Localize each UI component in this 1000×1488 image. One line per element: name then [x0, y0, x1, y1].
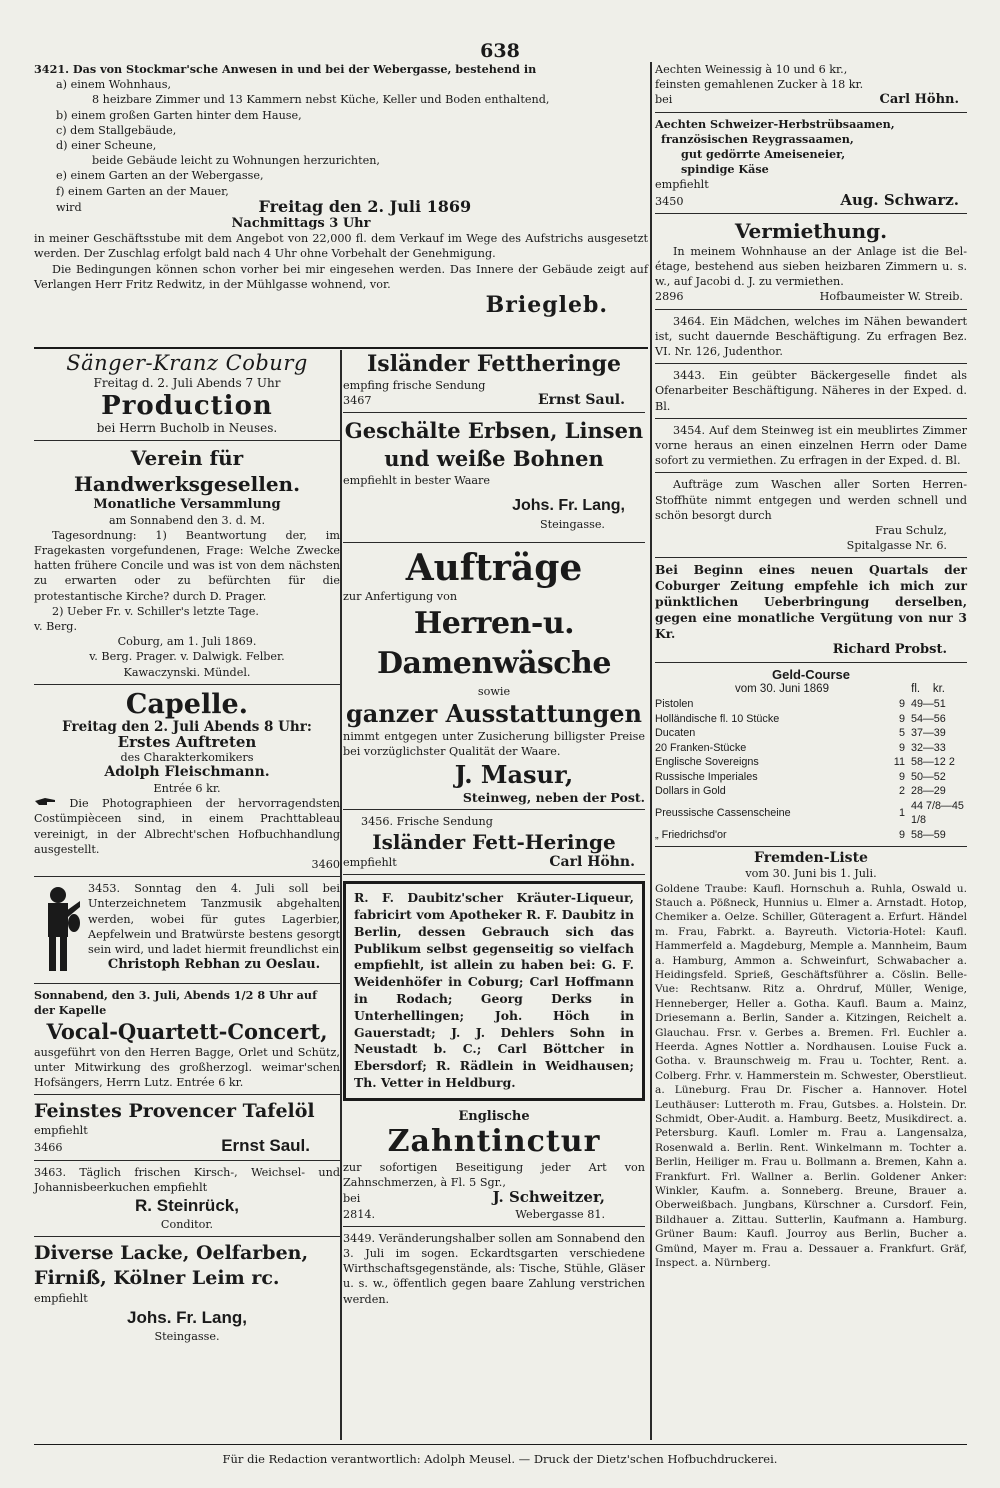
ad-3421-line: 3421. Das von Stockmar'sche Anwesen in und bei der Webergasse, bestehend in [34, 62, 537, 76]
ad-daubitz [343, 881, 645, 1101]
divider [655, 112, 967, 113]
geld-table [655, 697, 967, 842]
geld-header-kr: kr. [932, 682, 945, 695]
grassamen-empfiehlt: empfiehlt [655, 178, 709, 192]
capelle-entree: Entrée 6 kr. [153, 781, 221, 795]
grassamen-line: französischen Reygrassaamen, [661, 131, 854, 146]
divider [655, 363, 967, 364]
ad-3449 [343, 1231, 645, 1307]
column-right [655, 62, 967, 1272]
auftraege-signature: J. Masur, [454, 759, 574, 789]
geld-row-kr: 44 7/8—45 1/8 [911, 799, 964, 827]
geld-row-fl: 11 [893, 756, 905, 769]
ad-3456-line: 3456. Frische Sendung [361, 814, 493, 828]
capelle-sub: Erstes Auftreten [117, 733, 257, 752]
ad-3456-empfiehlt: empfiehlt [343, 856, 397, 870]
oel-number: 3466 [34, 1141, 63, 1155]
geld-row-name: Pistolen [655, 698, 694, 711]
ad-3421-date: Freitag den 2. Juli 1869 [258, 196, 472, 216]
ad-auftraege [343, 547, 645, 805]
probst-signature: Richard Probst. [832, 642, 947, 658]
ad-schulz [655, 477, 967, 553]
ad-3463 [34, 1165, 340, 1233]
geld-row-fl: 9 [898, 828, 905, 841]
fremden-text: Goldene Traube: Kaufl. Hornschuh a. Ruhla, Oswald u. Stauch a. Pößneck, Hunnius u. Elmer a. Arnstadt. Hotop, Chemiker a. Oelze. Schiller, Güteragent a. Erfurt. Händel m. Frau, Fabrkt. a. Bayreuth. Victoria-Hotel: Kaufl. Hammerfeld a. Magdeburg, Memple a. Mannheim, Baum a. Hamburg, Ammon a. Schweinfurt, Schwabacher a. Heidingsfeld. Sprieß, Geschäftsführer a. Cöslin. Belle-Vue: Rechtsanw. Ritz a. Ohrdruf, Müller, Wenige, Henneberger, Heller a. Gotha. Kaufl. Baum a. Mainz, Driesemann a. Berlin, Sander a. Kitzingen, Reichelt a. Glauchau. Frsr. v. Gerbes a. Bremen. Frl. Euchler a. Heerda. Agnes Nottler a. Nordhausen. Louise Fuck a. Gotha. v. Braunschweig m. Frau u. Tochter, Rent. a. Colberg. Frhr. v. Hammerstein m. Schwester, Oberstlieut. a. Lüneburg. Frau Dr. Fischer a. Hannover. Hotel Leuthäuser: Lutteroth m. Frau, Gutsbes. a. Holstein. Dr. Schmidt, Ober-Audit. a. Hamburg. Beetz, Musikdirect. a. Petersburg. Kaufl. Lomler m. Frau a. Langensalza, Rosenwald a. Berlin. Rent. Winkelmann m. Tochter a. Berlin, Heiliger m. Frau u. Bollmann a. Bremen, Kahn a. Frankfurt. Frl. Wallner a. Berlin. Goldener Anker: Winkler, Kaufm. a. Sonneberg. Breune, Brauer a. Oberweißbach. Jungbans, Kürschner a. Cursdorf. Fein, Bildhauer a. Zittau. Sutterlin, Kaufmann a. Hamburg. Grüner Baum: Kaufl. Jourroy aus Berlin, Bucher a. Gmünd, Mayer m. Frau a. Dessauer a. Frankfurt. Gräf, Inspect. a. Nürnberg. [655, 882, 967, 1270]
divider [343, 1226, 645, 1227]
column-rule-right [650, 62, 652, 1440]
grassamen-line: gut gedörrte Ameiseneier, [681, 147, 846, 162]
geld-row-kr: 32—33 [911, 741, 946, 754]
verein-names: v. Berg. Prager. v. Dalwigk. Felber. [89, 650, 285, 664]
ad-3456-title: Isländer Fett-Heringe [372, 830, 616, 855]
geld-header-fl: fl. [911, 682, 921, 695]
ad-3456 [343, 814, 645, 870]
geld-row-kr: 58—59 [911, 828, 946, 841]
divider [343, 809, 645, 810]
ad-verein [34, 445, 340, 679]
ad-3454-text: 3454. Auf dem Steinweg ist ein meublirtes Zimmer vorne heraus an einen einzelnen Herrn oder Dame sofort zu vermiethen. Zu erfragen in der Exped. d. Bl. [655, 423, 967, 468]
divider [34, 983, 340, 984]
divider [34, 1160, 340, 1161]
lacke-street: Steingasse. [154, 1329, 220, 1343]
essig-signature: Carl Höhn. [879, 92, 959, 108]
schulz-signature: Frau Schulz, [875, 524, 947, 538]
geld-row-kr: 49—51 [911, 698, 946, 711]
geld-row-name: Holländische fl. 10 Stücke [655, 712, 780, 725]
concert-date: Sonnabend, den 3. Juli, Abends 1/2 8 Uhr auf der Kapelle [34, 988, 317, 1018]
divider [655, 213, 967, 214]
geld-row-fl: 9 [898, 712, 905, 725]
auftraege-sowie: sowie [477, 685, 511, 699]
geld-row [655, 755, 967, 770]
vermiethung-text: In meinem Wohnhause an der Anlage ist die Bel-étage, bestehend aus sieben heizbaren Zimmern u. s. w., auf Jacobi d. J. zu vermiethen. [655, 244, 967, 289]
saenger-date: Freitag d. 2. Juli Abends 7 Uhr [93, 376, 281, 390]
ad-3421-time: Nachmittags 3 Uhr [231, 216, 371, 232]
divider [655, 557, 967, 558]
grassamen-line: spindige Käse [681, 162, 769, 177]
oel-title: Feinstes Provencer Tafelöl [34, 1100, 315, 1123]
divider [655, 472, 967, 473]
ad-3463-role: Conditor. [160, 1218, 214, 1232]
ad-3421-line: beide Gebäude leicht zu Wohnungen herzurichten, [92, 154, 380, 168]
erbsen-title: Geschälte Erbsen, Linsen und weiße Bohnen [344, 418, 644, 472]
vermiethung-title: Vermiethung. [734, 218, 888, 243]
ad-grassamen [655, 117, 967, 209]
divider [655, 309, 967, 310]
ad-3421-text: in meiner Geschäftsstube mit dem Angebot von 22,000 fl. dem Verkauf im Wege des Aufstrichs ausgesetzt werden. Der Zuschlag erfolgt bald nach 4 Uhr ohne Vorbehalt der Genehmigung. [34, 232, 648, 261]
saenger-place: bei Herrn Bucholb in Neuses. [96, 421, 278, 436]
ad-vermiethung [655, 218, 967, 305]
verein-title: Verein für Handwerksgesellen. [73, 446, 301, 497]
page-number: 638 [480, 40, 520, 62]
saenger-title: Sänger-Kranz Coburg [66, 351, 308, 375]
ad-3454 [655, 423, 967, 469]
fremden-title: Fremden-Liste [754, 850, 868, 867]
zahn-signature: J. Schweitzer, [492, 1188, 605, 1207]
schulz-text: Aufträge zum Waschen aller Sorten Herren-Stoffhüte nimmt entgegen und werden schnell und schön besorgt durch [655, 478, 967, 522]
geld-row [655, 712, 967, 727]
ad-zahntinctur [343, 1109, 645, 1222]
divider [343, 542, 645, 543]
ad-weinessig [655, 62, 967, 108]
daubitz-text: R. F. Daubitz'scher Kräuter-Liqueur, fabricirt vom Apotheker R. F. Daubitz in Berlin, dessen Gebrauch sich das Publikum selbst gegenseitig so vielfach empfiehlt, ist allein zu haben bei: G. F. Weidenhöfer in Coburg; Carl Hoffmann in Rodach; Georg Derks in Unterhellingen; Joh. Höch in Gauerstadt; J. J. Dehlers Sohn in Neustadt b. C.; Carl Böttcher in Ebersdorf; R. Rädlein in Weidhausen; Th. Vetter in Heldburg. [354, 890, 634, 1090]
geld-row-name: Preussische Cassenscheine [655, 806, 791, 819]
divider [343, 412, 645, 413]
geld-row-kr: 37—39 [911, 727, 946, 740]
divider [34, 440, 340, 441]
essig-bei: bei [655, 93, 673, 107]
ad-3421 [34, 62, 648, 318]
geld-row-name: 20 Franken-Stücke [655, 741, 747, 754]
footer-imprint: Für die Redaction verantwortlich: Adolph Meusel. — Druck der Dietz'schen Hofbuchdruckerei. [222, 1452, 778, 1466]
oel-signature: Ernst Saul. [221, 1136, 310, 1156]
auftraege-heading-2: ganzer Ausstattungen [346, 699, 642, 729]
auftraege-heading: Herren-u. Damenwäsche [377, 606, 611, 682]
ad-saenger-kranz [34, 350, 340, 436]
ad-capelle [34, 689, 340, 872]
geld-row-fl: 2 [898, 785, 905, 798]
ad-3453-text: 3453. Sonntag den 4. Juli soll bei Unterzeichnetem Tanzmusik abgehalten werden, wobei für gutes Lagerbier, Aepfelwein und Bratwürste bestens gesorgt sein wird, und ladet hiermit freundlichst ein [88, 882, 340, 957]
schulz-street: Spitalgasse Nr. 6. [846, 539, 947, 553]
geld-row-fl: 5 [898, 727, 905, 740]
lacke-title: Diverse Lacke, Oelfarben, Firniß, Kölner Leim rc. [34, 1242, 309, 1290]
oel-empfiehlt: empfiehlt [34, 1124, 88, 1138]
ad-3453-signature: Christoph Rebhan zu Oeslau. [107, 957, 321, 973]
grassamen-signature: Aug. Schwarz. [840, 190, 959, 209]
grassamen-number: 3450 [655, 194, 684, 208]
ad-3453 [34, 881, 340, 979]
ad-erbsen [343, 417, 645, 531]
erbsen-text: empfiehlt in bester Waare [343, 474, 491, 488]
ad-3463-text: 3463. Täglich frischen Kirsch-, Weichsel- und Johannisbeerkuchen empfiehlt [34, 1165, 340, 1194]
ad-3421-wird: wird [56, 200, 82, 214]
geld-row [655, 799, 967, 828]
divider [34, 1444, 967, 1445]
ad-3421-line: 8 heizbare Zimmer und 13 Kammern nebst Küche, Keller und Boden enthaltend, [92, 93, 550, 107]
zahn-title: Zahntinctur [387, 1124, 601, 1159]
capelle-title: Capelle. [125, 688, 249, 720]
ad-3464 [655, 314, 967, 360]
ad-islaender-fettheringe [343, 350, 645, 408]
ad-3421-line: e) einem Garten an der Webergasse, [56, 169, 264, 183]
auftraege-text: nimmt entgegen unter Zusicherung billigster Preise bei vorzüglichster Qualität der Waare. [343, 730, 645, 759]
ad-3421-line: a) einem Wohnhaus, [56, 78, 172, 92]
ad-oel [34, 1099, 340, 1155]
ad-3421-conditions: Die Bedingungen können schon vorher bei mir eingesehen werden. Das Innere der Gebäude zeigt auf Verlangen Herr Fritz Redwitz, in der Mühlgasse wohnend, vor. [34, 262, 648, 291]
musician-figure-icon [34, 883, 82, 979]
zahn-text: zur sofortigen Beseitigung jeder Art von Zahnschmerzen, à Fl. 5 Sgr., [343, 1161, 645, 1190]
erbsen-signature: Johs. Fr. Lang, [512, 496, 625, 514]
capelle-text: Die Photographieen der hervorragendsten Costümpièceen sind, in einem Prachttableau vereinigt, in der Albrecht'schen Hofbuchhandlung ausgestellt. [34, 796, 340, 856]
grassamen-line: Aechten Schweizer-Herbstrübsaamen, [655, 116, 895, 131]
geld-row-fl: 9 [898, 741, 905, 754]
geld-row [655, 784, 967, 799]
vermiethung-signature: Hofbaumeister W. Streib. [819, 290, 963, 304]
lacke-signature: Johs. Fr. Lang, [127, 1307, 247, 1327]
geld-row-fl: 9 [898, 770, 905, 783]
geld-row-kr: 58—12 2 [911, 756, 955, 769]
essig-line: feinsten gemahlenen Zucker à 18 kr. [655, 78, 864, 92]
geld-row-name: Ducaten [655, 727, 696, 740]
auftraege-line: zur Anfertigung von [343, 589, 458, 603]
ad-3421-line: b) einem großen Garten hinter dem Hause, [56, 108, 302, 122]
ad-3421-signature: Briegleb. [485, 292, 608, 319]
geld-row [655, 828, 967, 843]
divider [34, 1094, 340, 1095]
geld-row [655, 726, 967, 741]
ad-3443-text: 3443. Ein geübter Bäckergeselle findet als Ofenarbeiter Beschäftigung. Näheres in der Exped. d. Bl. [655, 369, 967, 413]
ad-lacke [34, 1241, 340, 1343]
ad-3421-line: f) einem Garten an der Mauer, [56, 184, 229, 198]
saenger-heading: Production [101, 391, 273, 422]
geld-row-fl: 9 [898, 698, 905, 711]
geld-row-name: „ Friedrichsd'or [655, 828, 727, 841]
geld-row-name: Englische Sovereigns [655, 756, 759, 769]
zahn-pre: Englische [458, 1108, 530, 1124]
fremden-liste [655, 851, 967, 1270]
ad-3456-signature: Carl Höhn. [549, 854, 635, 871]
divider [655, 662, 967, 663]
divider [655, 418, 967, 419]
geld-row-name: Dollars in Gold [655, 785, 726, 798]
ad-concert [34, 988, 340, 1090]
verein-item-2-speaker: v. Berg. [34, 620, 78, 634]
capelle-sub2: des Charakterkomikers [120, 751, 254, 765]
geld-title: Geld-Course [771, 666, 850, 682]
capelle-date: Freitag den 2. Juli Abends 8 Uhr: [62, 718, 312, 735]
concert-title: Vocal-Quartett-Concert, [46, 1018, 328, 1044]
divider [34, 876, 340, 877]
verein-text: Tagesordnung: 1) Beantwortung der, im Fragekasten vorgefundenen, Frage: Welche Zwecke hatten frühere Concile und was ist von dem nächsten zu erwarten oder zu befürchten für die protestantische Kirche? durch D. Prager. [34, 528, 340, 603]
zahn-street: Webergasse 81. [515, 1207, 605, 1221]
zahn-bei: bei [343, 1192, 361, 1206]
lacke-empfiehlt: empfiehlt [34, 1292, 88, 1306]
zahn-number: 2814. [343, 1207, 376, 1221]
divider [34, 347, 648, 349]
essig-line: Aechten Weinessig à 10 und 6 kr., [655, 63, 848, 76]
geld-row-kr: 28—29 [911, 785, 946, 798]
verein-names: Kawaczynski. Mündel. [123, 665, 251, 679]
islaender-signature: Ernst Saul. [537, 392, 625, 409]
ad-3443 [655, 368, 967, 414]
column-middle [343, 350, 645, 1309]
ad-3421-line: c) dem Stallgebäude, [56, 123, 177, 137]
geld-row [655, 741, 967, 756]
capelle-number: 3460 [311, 858, 340, 872]
geld-date: vom 30. Juni 1869 [735, 682, 829, 695]
fremden-date: vom 30. Juni bis 1. Juli. [745, 867, 877, 881]
probst-text: Bei Beginn eines neuen Quartals der Coburger Zeitung empfehle ich mich zur pünktlichen Ueberbringung derselben, gegen eine monatliche Vergütung von nur 3 Kr. [655, 562, 967, 642]
auftraege-address: Steinweg, neben der Post. [462, 789, 645, 805]
verein-item-2: 2) Ueber Fr. v. Schiller's letzte Tage. [52, 604, 259, 618]
verein-date: am Sonnabend den 3. d. M. [108, 513, 266, 527]
ad-probst [655, 562, 967, 657]
geld-row-kr: 54—56 [911, 712, 946, 725]
geld-row-name: Russische Imperiales [655, 770, 758, 783]
column-left [34, 350, 340, 1346]
divider [34, 1236, 340, 1237]
pointing-hand-icon [34, 796, 56, 811]
islaender-number: 3467 [343, 394, 372, 408]
geld-row-fl: 1 [898, 806, 905, 819]
verein-subtitle: Monatliche Versammlung [93, 497, 281, 513]
geld-row [655, 770, 967, 785]
capelle-performer: Adolph Fleischmann. [104, 764, 270, 781]
ad-3463-signature: R. Steinrück, [135, 1196, 239, 1216]
ad-3421-line: d) einer Scheune, [56, 139, 157, 153]
geld-row-kr: 50—52 [911, 770, 946, 783]
erbsen-street: Steingasse. [539, 517, 605, 531]
vermiethung-number: 2896 [655, 290, 684, 304]
ad-3449-text: 3449. Veränderungshalber sollen am Sonnabend den 3. Juli im sogen. Eckardtsgarten verschiedene Wirthschaftsgegenstände, als: Tische, Stühle, Gläser u. s. w., öffentlich gegen baare Zahlung verstrichen werden. [343, 1231, 645, 1306]
auftraege-title: Aufträge [405, 546, 583, 589]
geld-row [655, 697, 967, 712]
divider [655, 846, 967, 847]
islaender-text: empfing frische Sendung [343, 379, 486, 392]
islaender-title: Isländer Fettheringe [367, 351, 621, 377]
divider [34, 684, 340, 685]
divider [343, 874, 645, 875]
verein-place: Coburg, am 1. Juli 1869. [117, 635, 257, 649]
geld-course [655, 667, 967, 842]
concert-text: ausgeführt von den Herren Bagge, Orlet und Schütz, unter Mitwirkung des großherzogl. weimar'schen Hofsängers, Herrn Lutz. Entrée 6 kr. [34, 1045, 340, 1090]
column-rule-left [340, 350, 342, 1440]
ad-3464-text: 3464. Ein Mädchen, welches im Nähen bewandert ist, sucht dauernde Beschäftigung. Zu erfragen Bez. VI. Nr. 126, Judenthor. [655, 314, 967, 359]
